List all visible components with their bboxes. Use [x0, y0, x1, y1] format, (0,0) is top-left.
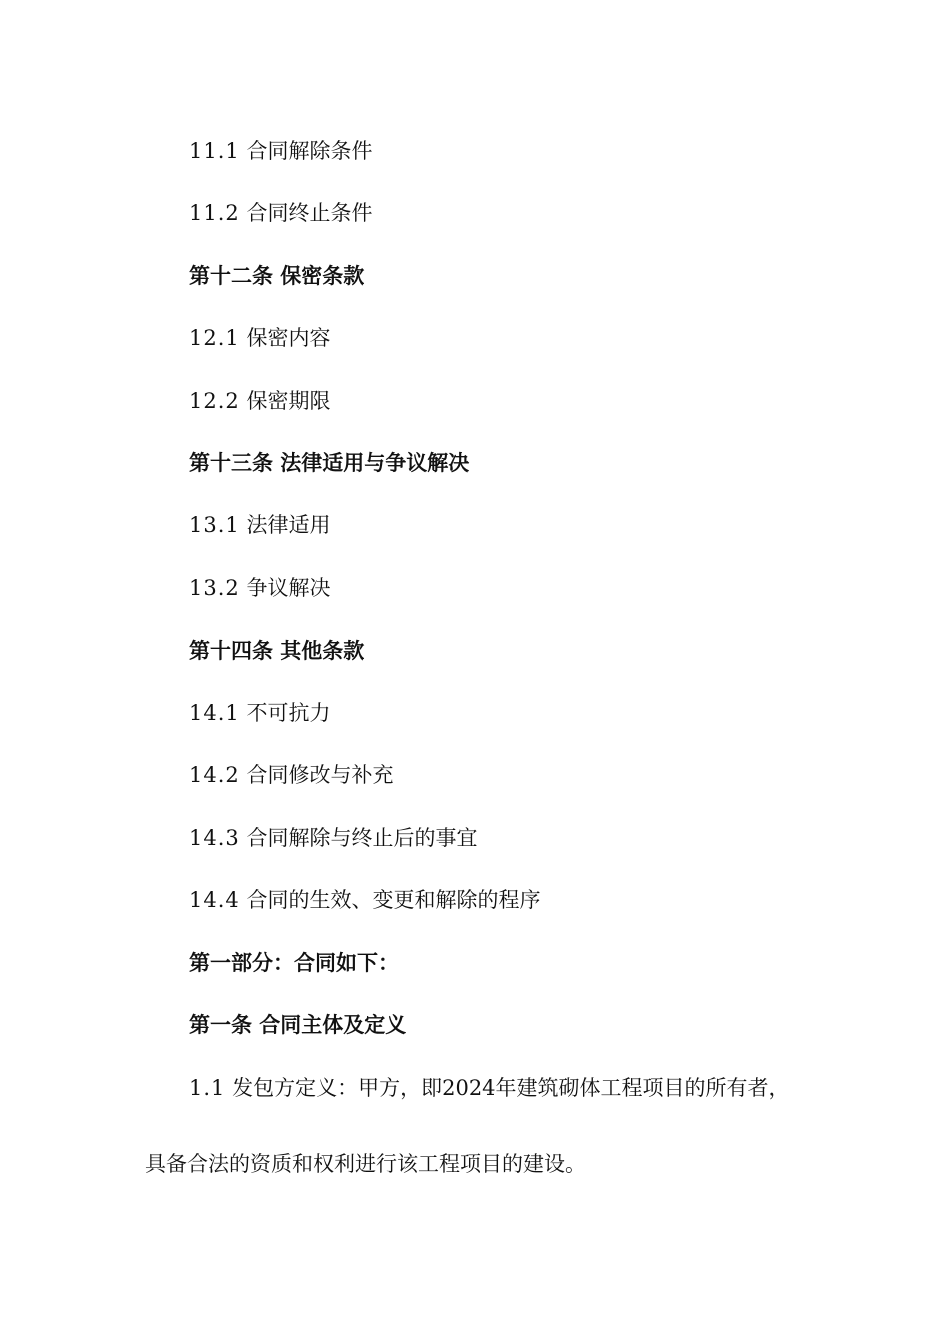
part-one-heading: 第一部分：合同如下： [189, 951, 399, 975]
clause-title: 合同解除条件 [246, 139, 373, 163]
clause-title: 争议解决 [246, 576, 331, 600]
article-14-heading: 第十四条 其他条款 [189, 639, 365, 663]
clause-12-1 [189, 324, 330, 352]
paragraph-1-1-line-2: 具备合法的资质和权利进行该工程项目的建设。 [145, 1152, 586, 1176]
clause-title: 不可抗力 [246, 701, 331, 725]
paragraph-text: 发包方定义：甲方，即2024年建筑砌体工程项目的所有者， [232, 1076, 790, 1100]
clause-number: 14.2 [189, 763, 240, 787]
clause-13-2 [189, 574, 330, 602]
clause-number: 11.2 [189, 201, 240, 225]
clause-title: 合同终止条件 [246, 201, 373, 225]
clause-13-1 [189, 511, 330, 539]
clause-title: 法律适用 [246, 513, 331, 537]
clause-title: 保密期限 [246, 389, 331, 413]
clause-number: 14.4 [189, 888, 240, 912]
clause-14-2 [189, 761, 393, 789]
clause-number: 13.2 [189, 576, 240, 600]
clause-14-3 [189, 824, 477, 852]
clause-14-1 [189, 699, 330, 727]
clause-number: 11.1 [189, 139, 240, 163]
clause-number: 14.3 [189, 826, 240, 850]
clause-number: 13.1 [189, 513, 240, 537]
clause-number: 12.1 [189, 326, 240, 350]
clause-12-2 [189, 387, 330, 415]
article-13-heading: 第十三条 法律适用与争议解决 [189, 451, 470, 475]
article-1-heading: 第一条 合同主体及定义 [189, 1013, 407, 1037]
article-12-heading: 第十二条 保密条款 [189, 264, 365, 288]
clause-number: 12.2 [189, 389, 240, 413]
clause-number: 14.1 [189, 701, 240, 725]
clause-title: 合同的生效、变更和解除的程序 [246, 888, 541, 912]
clause-title: 合同修改与补充 [246, 763, 394, 787]
clause-14-4 [189, 886, 540, 914]
clause-11-2 [189, 199, 372, 227]
clause-title: 合同解除与终止后的事宜 [246, 826, 478, 850]
paragraph-1-1-line-1 [189, 1074, 790, 1102]
clause-number: 1.1 [189, 1076, 226, 1100]
clause-title: 保密内容 [246, 326, 331, 350]
clause-11-1 [189, 137, 372, 165]
